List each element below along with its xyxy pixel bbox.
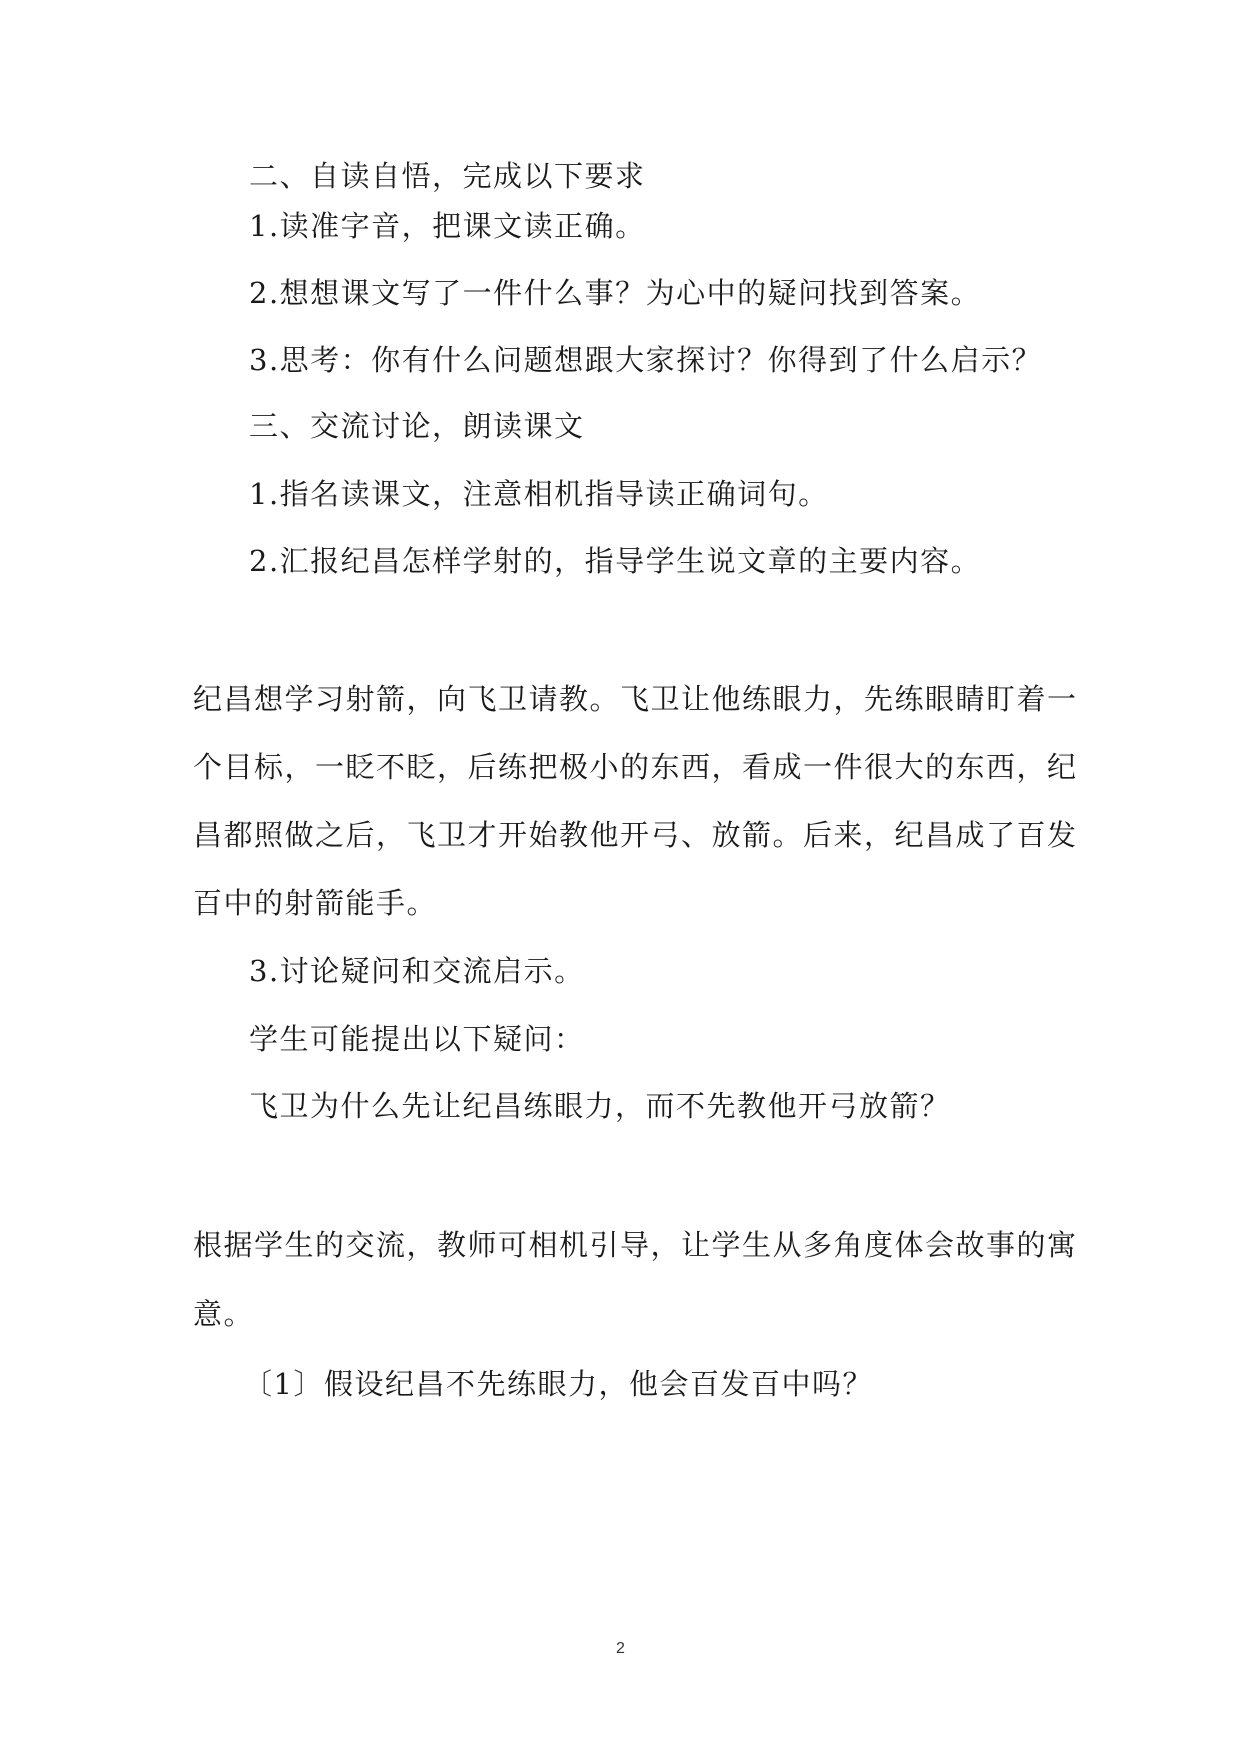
question-item-1: 〔1〕假设纪昌不先练眼力，他会百发百中吗？ <box>243 1367 873 1401</box>
story-line: 个目标，一眨不眨，后练把极小的东西，看成一件很大的东西，纪 <box>193 750 1078 784</box>
page-number: 2 <box>616 1640 625 1657</box>
guide-line: 意。 <box>193 1297 255 1331</box>
step-item: 2.想想课文写了一件什么事？为心中的疑问找到答案。 <box>249 276 982 310</box>
step-item: 1.指名读课文，注意相机指导读正确词句。 <box>249 477 829 511</box>
section-heading-3: 三、交流讨论，朗读课文 <box>249 409 585 443</box>
story-line: 纪昌想学习射箭，向飞卫请教。飞卫让他练眼力，先练眼睛盯着一 <box>193 682 1078 716</box>
section-heading-2: 二、自读自悟，完成以下要求 <box>249 159 646 193</box>
guide-line: 根据学生的交流，教师可相机引导，让学生从多角度体会故事的寓 <box>193 1228 1078 1262</box>
story-line: 百中的射箭能手。 <box>193 886 438 920</box>
story-line: 昌都照做之后，飞卫才开始教他开弓、放箭。后来，纪昌成了百发 <box>193 818 1078 852</box>
step-item: 1.读准字音，把课文读正确。 <box>249 209 646 243</box>
step-item: 2.汇报纪昌怎样学射的，指导学生说文章的主要内容。 <box>249 544 982 578</box>
step-item: 3.讨论疑问和交流启示。 <box>249 954 585 988</box>
paragraph-line: 学生可能提出以下疑问： <box>249 1022 585 1056</box>
step-item: 3.思考：你有什么问题想跟大家探讨？你得到了什么启示？ <box>249 343 1043 377</box>
question-line: 飞卫为什么先让纪昌练眼力，而不先教他开弓放箭？ <box>249 1089 951 1123</box>
